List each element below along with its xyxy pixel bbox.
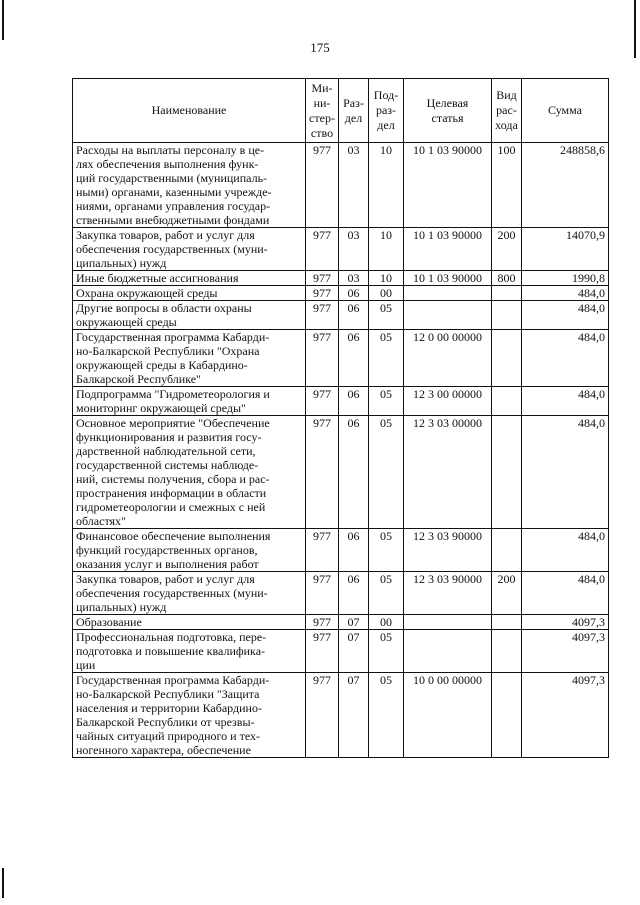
cell-subsection: 05 [369,529,404,572]
cell-sum: 484,0 [522,416,609,529]
cell-ministry: 977 [306,387,339,416]
cell-section: 03 [339,271,369,286]
cell-name: Образование [73,615,306,630]
cell-name: Основное мероприятие "Обеспечение функционирования и развития госу- дарственной наблюдательной сети, государственной системы наблюде- ний, системы получения, сбора и рас- пространения информации в области гидрометеорологии и смежных с ней областях" [73,416,306,529]
cell-expense-type: 100 [492,143,522,228]
cell-ministry: 977 [306,416,339,529]
header-target: Целевая статья [404,79,492,143]
table-row [73,572,609,615]
scan-edge-mark-left [2,0,4,40]
table-row [73,271,609,286]
cell-expense-type [492,615,522,630]
cell-ministry: 977 [306,529,339,572]
cell-section: 06 [339,416,369,529]
cell-name: Государственная программа Кабарди- но-Балкарской Республики "Защита населения и территории Кабардино- Балкарской Республики от чрезвы- чайных ситуаций природного и тех- ногенного характера, обеспечение [73,673,306,758]
table-row [73,286,609,301]
cell-ministry: 977 [306,673,339,758]
cell-section: 06 [339,301,369,330]
cell-sum: 1990,8 [522,271,609,286]
header-name: Наименование [73,79,306,143]
scan-edge-mark-bottom [2,868,4,898]
cell-subsection: 10 [369,271,404,286]
cell-section: 03 [339,143,369,228]
cell-expense-type: 200 [492,228,522,271]
cell-section: 06 [339,529,369,572]
cell-ministry: 977 [306,301,339,330]
cell-subsection: 00 [369,615,404,630]
cell-target: 12 3 03 90000 [404,529,492,572]
cell-target [404,286,492,301]
page-number: 175 [310,40,330,55]
cell-subsection: 05 [369,630,404,673]
cell-target [404,630,492,673]
cell-name: Финансовое обеспечение выполнения функций государственных органов, оказания услуг и выполнения работ [73,529,306,572]
cell-subsection: 05 [369,572,404,615]
cell-sum: 4097,3 [522,673,609,758]
cell-sum: 484,0 [522,330,609,387]
cell-section: 03 [339,228,369,271]
cell-sum: 14070,9 [522,228,609,271]
table-row [73,301,609,330]
cell-name: Другие вопросы в области охраны окружающей среды [73,301,306,330]
table-header-row [73,79,609,143]
cell-name: Расходы на выплаты персоналу в це- лях обеспечения выполнения функ- ций государственными (муниципаль- ными) органами, казенными учрежде- ниями, органами управления государ- ственными внебюджетными фондами [73,143,306,228]
cell-target: 10 0 00 00000 [404,673,492,758]
cell-section: 07 [339,615,369,630]
cell-sum: 484,0 [522,286,609,301]
cell-subsection: 05 [369,416,404,529]
cell-target: 12 3 03 00000 [404,416,492,529]
cell-expense-type [492,301,522,330]
cell-target [404,301,492,330]
cell-sum: 484,0 [522,387,609,416]
cell-expense-type [492,387,522,416]
header-section: Раз- дел [339,79,369,143]
cell-target: 12 3 00 00000 [404,387,492,416]
cell-expense-type [492,630,522,673]
cell-expense-type [492,330,522,387]
cell-section: 06 [339,286,369,301]
header-expense-type: Вид рас- хода [492,79,522,143]
header-subsection: Под- раз- дел [369,79,404,143]
cell-name: Иные бюджетные ассигнования [73,271,306,286]
cell-expense-type [492,416,522,529]
cell-sum: 484,0 [522,301,609,330]
cell-target: 10 1 03 90000 [404,228,492,271]
table-row [73,330,609,387]
cell-ministry: 977 [306,286,339,301]
cell-subsection: 05 [369,673,404,758]
cell-ministry: 977 [306,228,339,271]
cell-sum: 484,0 [522,572,609,615]
table-row [73,387,609,416]
cell-target: 10 1 03 90000 [404,271,492,286]
cell-sum: 248858,6 [522,143,609,228]
cell-name: Закупка товаров, работ и услуг для обеспечения государственных (муни- ципальных) нужд [73,572,306,615]
cell-name: Охрана окружающей среды [73,286,306,301]
table-row [73,673,609,758]
cell-name: Подпрограмма "Гидрометеорология и мониторинг окружающей среды" [73,387,306,416]
cell-subsection: 00 [369,286,404,301]
cell-ministry: 977 [306,630,339,673]
table-row [73,615,609,630]
cell-section: 06 [339,330,369,387]
cell-section: 06 [339,387,369,416]
cell-ministry: 977 [306,143,339,228]
table-row [73,143,609,228]
table-row [73,416,609,529]
table-row [73,529,609,572]
cell-sum: 484,0 [522,529,609,572]
budget-table [72,78,609,758]
cell-expense-type [492,529,522,572]
table-row [73,228,609,271]
header-ministry: Ми- ни- стер- ство [306,79,339,143]
cell-sum: 4097,3 [522,615,609,630]
cell-subsection: 05 [369,387,404,416]
cell-target: 12 0 00 00000 [404,330,492,387]
cell-name: Закупка товаров, работ и услуг для обеспечения государственных (муни- ципальных) нужд [73,228,306,271]
cell-section: 07 [339,630,369,673]
cell-target [404,615,492,630]
cell-ministry: 977 [306,330,339,387]
cell-subsection: 05 [369,330,404,387]
cell-target: 12 3 03 90000 [404,572,492,615]
cell-ministry: 977 [306,615,339,630]
header-sum: Сумма [522,79,609,143]
cell-subsection: 05 [369,301,404,330]
cell-expense-type: 200 [492,572,522,615]
cell-ministry: 977 [306,572,339,615]
cell-expense-type [492,673,522,758]
cell-sum: 4097,3 [522,630,609,673]
cell-name: Профессиональная подготовка, пере- подготовка и повышение квалифика- ции [73,630,306,673]
cell-expense-type [492,286,522,301]
cell-subsection: 10 [369,228,404,271]
table-row [73,630,609,673]
cell-section: 06 [339,572,369,615]
cell-name: Государственная программа Кабарди- но-Балкарской Республики "Охрана окружающей среды в Кабардино- Балкарской Республике" [73,330,306,387]
cell-target: 10 1 03 90000 [404,143,492,228]
cell-subsection: 10 [369,143,404,228]
cell-ministry: 977 [306,271,339,286]
cell-section: 07 [339,673,369,758]
cell-expense-type: 800 [492,271,522,286]
